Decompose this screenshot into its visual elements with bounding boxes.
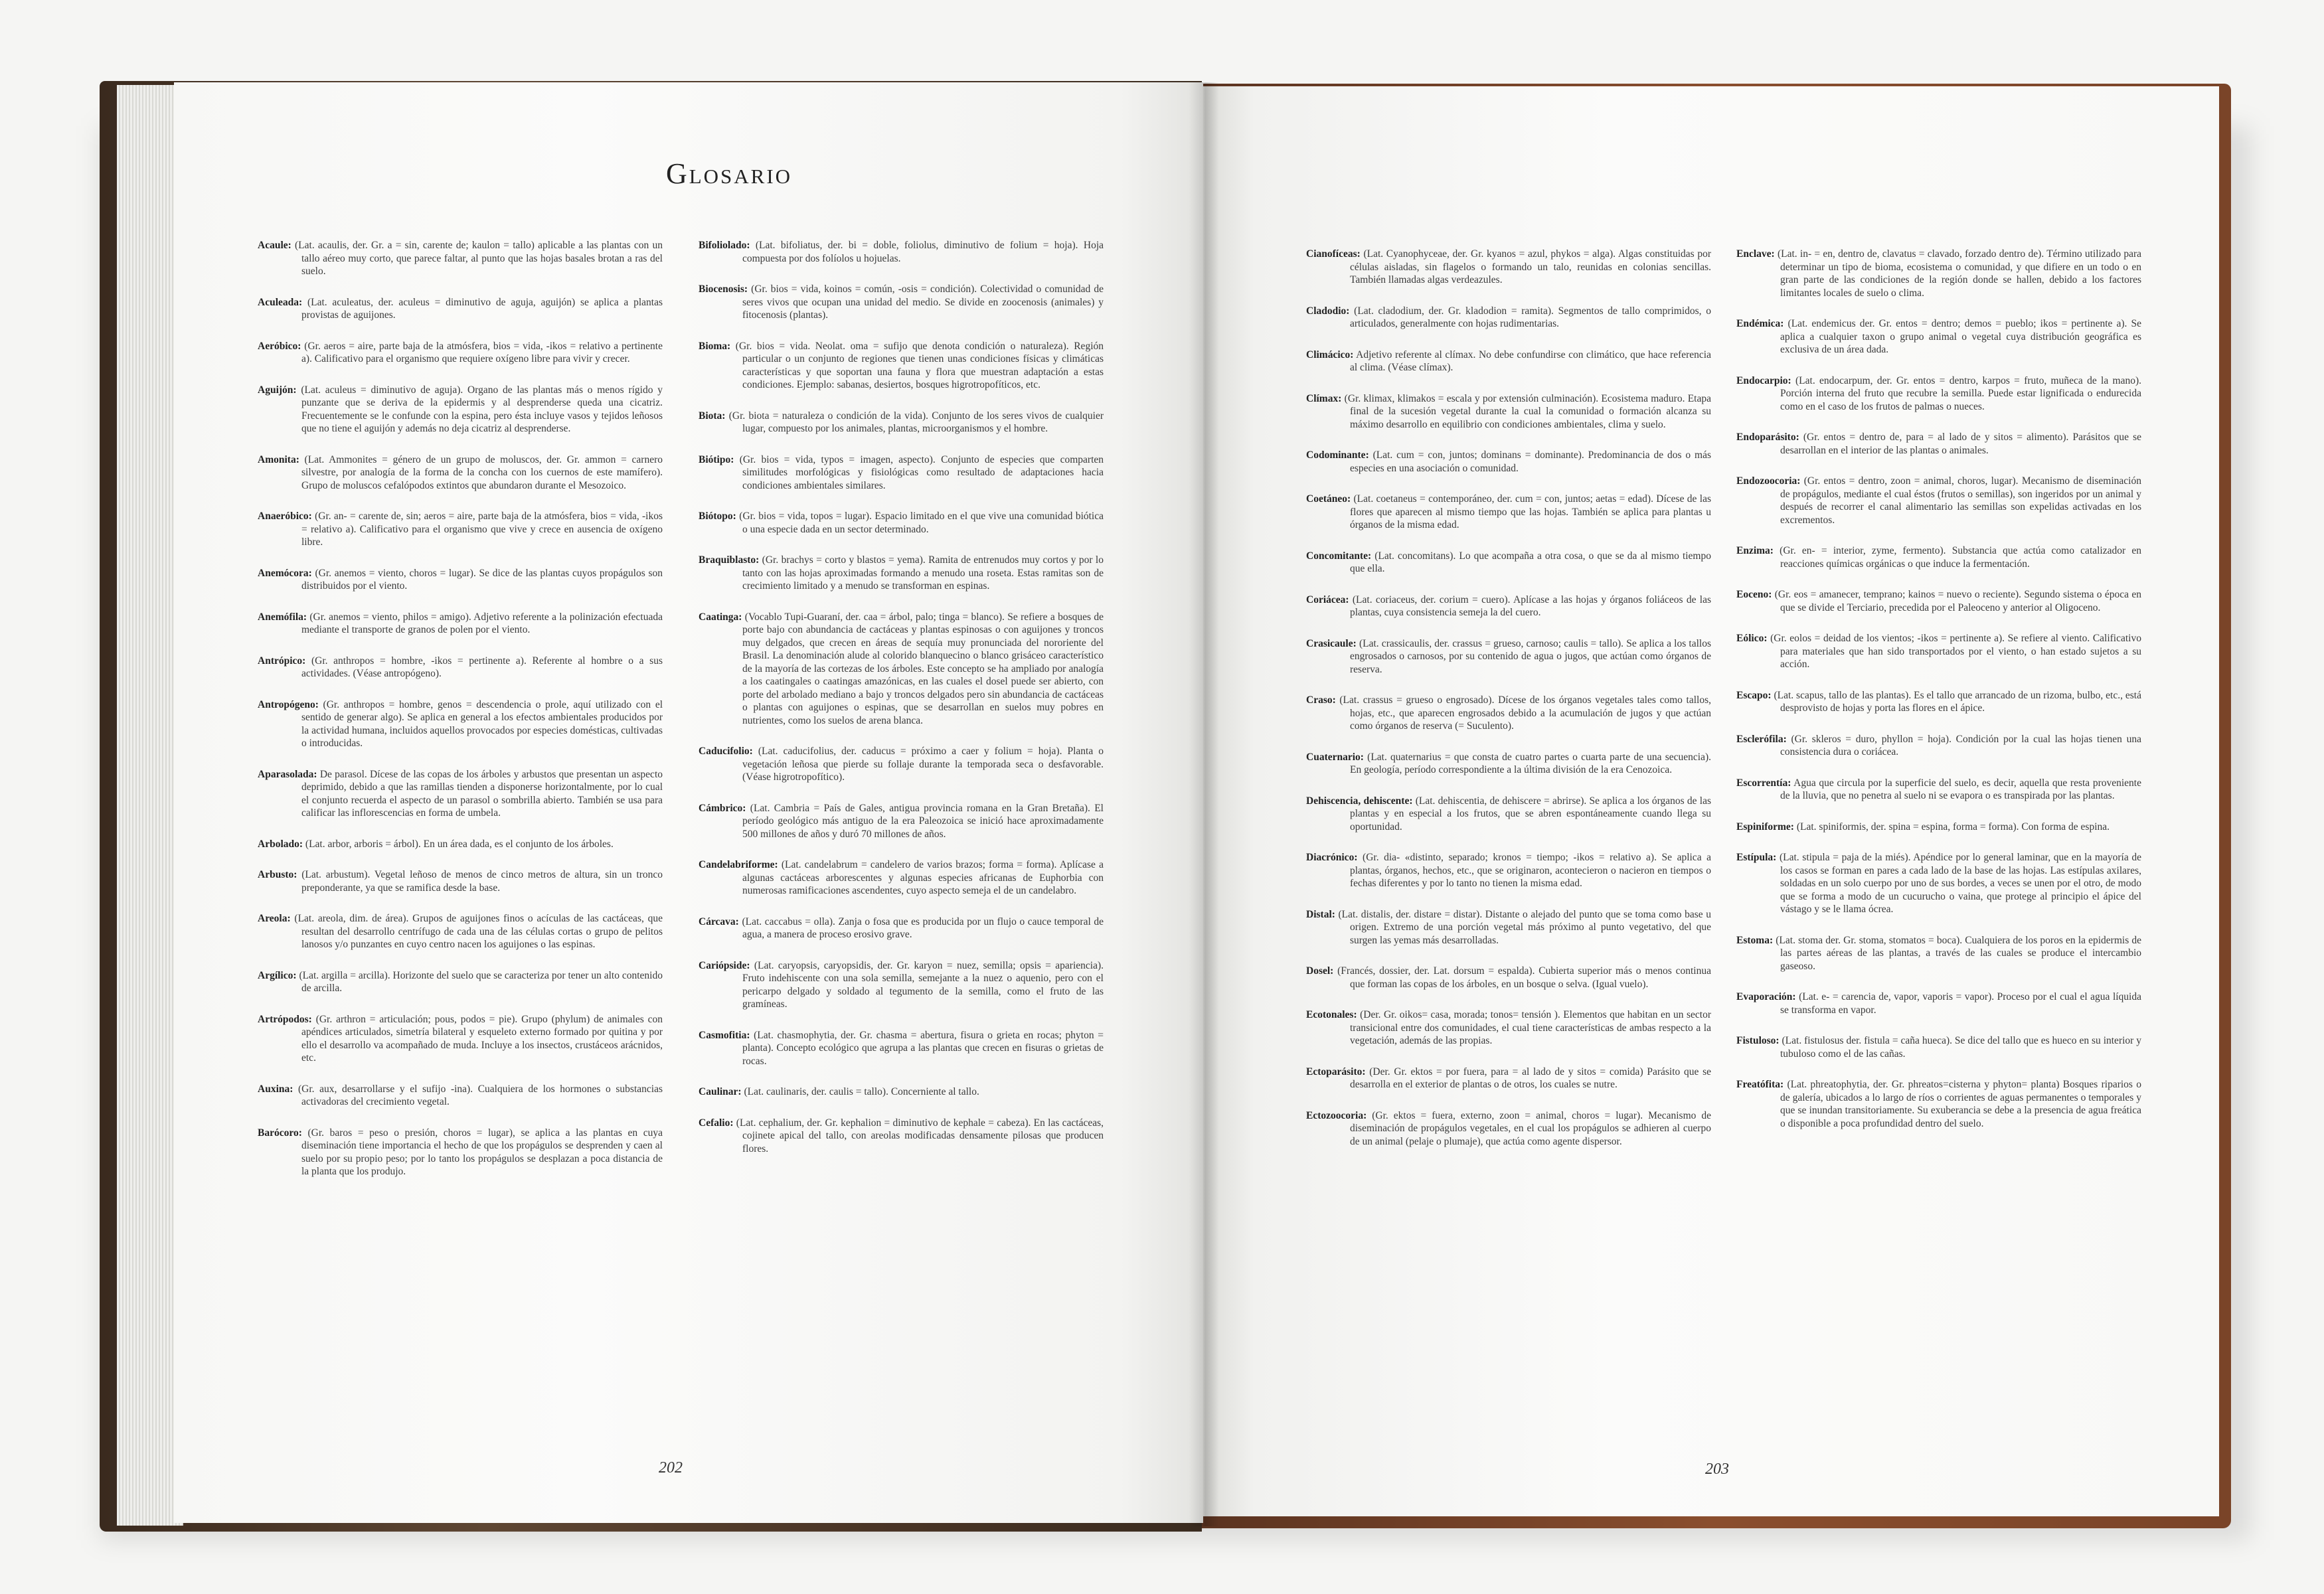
glossary-entry [1306, 550, 1711, 576]
glossary-entry [1306, 751, 1711, 777]
glossary-definition: (Gr. ektos = fuera, externo, zoon = animal, choros = lugar). Mecanismo de diseminación de propágulos vegetales, en el cual los propágulos se adhieren al cuerpo de un animal (pelaje o plumaje), que actúa como agente dispersor. [1350, 1109, 1711, 1147]
page-title: Glosario [665, 157, 793, 190]
glossary-definition: (Gr. eolos = deidad de los vientos; -ikos = pertinente a). Se refiere al viento. Calificativo para materiales que han sido transportados por el viento, o han estado sujetos a su acción. [1767, 633, 2141, 670]
glossary-definition: (Lat. coriaceus, der. corium = cuero). Aplícase a las hojas y órganos foliáceos de las plantas, cuya consistencia semeja la del cuero. [1349, 594, 1711, 618]
glossary-definition: (Lat. spiniformis, der. spina = espina, forma = forma). Con forma de espina. [1793, 821, 2110, 833]
glossary-definition: (Vocablo Tupi-Guaraní, der. caa = árbol, palo; tinga = blanco). Se refiere a bosques de porte bajo con abundancia de cactáceas y plantas espinosas o con aguijones y troncos muy delgados, que crecen en áreas de sequía muy pronunciada del nororiente del Brasil. La denominación alude al colorido blanquecino o blanco grisáceo característico de la mayoría de las cortezas de los árboles. Este concepto se ha ampliado por analogía a los caatingales o caatingas amazónicas, en las cuales el dosel puede ser abierto, con porte del arbolado mediano a bajo y troncos delgados pero sin abundancia de cactáceas o plantas con aguijones o espinas, que se desarrollan en suelos muy pobres en nutrientes, como los suelos de arena blanca. [742, 611, 1104, 726]
glossary-definition: (Lat. caryopsis, caryopsidis, der. Gr. karyon = nuez, semilla; opsis = apariencia). Fruto indehiscente con una sola semilla, semejante a la nuez o aquenio, pero con el pericarpo delgado y soldado al tegumento de la semilla, como el fruto de las gramíneas. [742, 959, 1104, 1010]
glossary-definition: (Lat. arbustum). Vegetal leñoso de menos de cinco metros de altura, sin un tronco preponderante, ya que se ramifica desde la base. [297, 869, 663, 894]
glossary-entry [258, 912, 663, 951]
glossary-term: Esclerófila: [1736, 733, 1787, 745]
glossary-term: Endozoocoria: [1736, 475, 1801, 487]
glossary-term: Evaporación: [1736, 991, 1796, 1002]
glossary-entry [1736, 821, 2141, 834]
glossary-entry [258, 453, 663, 493]
glossary-term: Dehiscencia, dehiscente: [1306, 795, 1413, 807]
glossary-entry [1306, 305, 1711, 331]
glossary-definition: De parasol. Dícese de las copas de los árboles y arbustos que presentan un aspecto deprimido, debido a que las ramillas tienden a disponerse horizontalmente, por lo cual el conjunto recuerda el aspecto de un parasol o sombrilla abierto. También se usa para calificar las inflorescencias en forma de umbela. [301, 768, 663, 819]
glossary-definition: Agua que circula por la superficie del suelo, es decir, aquella que resta proveniente de la lluvia, que no penetra al suelo ni se evapora o es transpirada por las plantas. [1780, 777, 2141, 801]
glossary-term: Ecotonales: [1306, 1009, 1357, 1020]
glossary-definition: (Lat. crassicaulis, der. crassus = grueso, carnoso; caulis = tallo). Se aplica a los tallos engrosados o carnosos, por su contenido de agua o jugos, que actúan como órganos de reserva. [1350, 637, 1711, 675]
glossary-entry [258, 510, 663, 549]
glossary-entry [1306, 1066, 1711, 1091]
glossary-definition: (Gr. an- = carente de, sin; aeros = aire, parte baja de la atmósfera, bios = vida, -ikos = relativo a). Calificativo para el organismo que vive y crece en ausencia de oxígeno libre. [301, 511, 663, 548]
glossary-term: Endoparásito: [1736, 432, 1799, 443]
glossary-definition: (Francés, dossier, der. Lat. dorsum = espalda). Cubierta superior más o menos continua que forman las copas de los árboles, en un bosque o selva. (Igual vuelo). [1333, 965, 1711, 990]
glossary-definition: (Lat. arbor, arboris = árbol). En un área dada, es el conjunto de los árboles. [303, 838, 614, 850]
glossary-definition: (Gr. entos = dentro, zoon = animal, choros, lugar). Mecanismo de diseminación de propágulos, mediante el cual éstos (frutos o semillas), son ingeridos por un animal y después de recorrer el canal alimentario las semillas son expelidas activadas en los excrementos. [1780, 475, 2141, 526]
glossary-term: Escapo: [1736, 689, 1772, 701]
glossary-term: Ectozoocoria: [1306, 1109, 1367, 1121]
glossary-entry [699, 959, 1104, 1011]
glossary-entry [1736, 689, 2141, 715]
glossary-definition: (Lat. stoma der. Gr. stoma, stomatos = boca). Cualquiera de los poros en la epidermis de las partes aéreas de las plantas, a través de las cuales se produce el intercambio gaseoso. [1773, 934, 2141, 972]
glossary-entry [1736, 374, 2141, 414]
glossary-entry [1306, 449, 1711, 475]
glossary-definition: (Lat. phreatophytia, der. Gr. phreatos=cisterna y phyton= planta) Bosques riparios o de galería, ubicados a lo largo de ríos o corrientes de aguas permanentes o temporales y que se inundan transitoriamente. Su exuberancia se debe a la presencia de agua freática o disponible a poca profundidad dentro del suelo. [1780, 1079, 2141, 1129]
glossary-definition: (Lat. chasmophytia, der. Gr. chasma = abertura, fisura o grieta en rocas; phyton = planta). Concepto ecológico que agrupa a las plantas que crecen en fisuras o grietas de rocas. [742, 1029, 1104, 1067]
book-gutter [1189, 82, 1219, 1526]
glossary-entry [1306, 248, 1711, 287]
glossary-term: Coetáneo: [1306, 493, 1351, 505]
glossary-definition: (Lat. argilla = arcilla). Horizonte del suelo que se caracteriza por tener un alto contenido de arcilla. [296, 969, 663, 994]
glossary-term: Barócoro: [258, 1127, 302, 1139]
glossary-term: Coriácea: [1306, 594, 1349, 605]
glossary-definition: (Lat. cephalium, der. Gr. kephalion = diminutivo de kephale = cabeza). En las cactáceas, cojinete apical del tallo, con areolas modificadas densamente pilosas que producen flores. [733, 1117, 1104, 1155]
glossary-term: Eólico: [1736, 633, 1768, 644]
glossary-term: Distal: [1306, 908, 1335, 920]
glossary-term: Craso: [1306, 694, 1336, 706]
glossary-definition: (Lat. e- = carencia de, vapor, vaporis = vapor). Proceso por el cual el agua líquida se transforma en vapor. [1780, 991, 2141, 1016]
glossary-term: Freatófita: [1736, 1079, 1784, 1090]
glossary-term: Caulinar: [699, 1086, 742, 1097]
glossary-entry [258, 1127, 663, 1178]
glossary-term: Anemócora: [258, 567, 312, 579]
glossary-term: Cefalio: [699, 1117, 734, 1129]
glossary-term: Aeróbico: [258, 340, 301, 352]
glossary-term: Aparasolada: [258, 768, 317, 780]
glossary-term: Braquiblasto: [699, 554, 760, 566]
glossary-term: Cariópside: [699, 959, 750, 971]
glossary-term: Bifoliolado: [699, 240, 750, 251]
glossary-definition: (Lat. Cyanophyceae, der. Gr. kyanos = azul, phykos = alga). Algas constituidas por células aisladas, sin flagelos o formando un talo, reunidas en colonias sencillas. También llamadas algas verdeazules. [1350, 248, 1711, 285]
glossary-entry [699, 1117, 1104, 1156]
glossary-term: Biocenosis: [699, 283, 748, 295]
glossary-term: Eoceno: [1736, 589, 1772, 600]
glossary-term: Diacrónico: [1306, 852, 1358, 863]
glossary-term: Arbusto: [258, 869, 297, 880]
glossary-entry [699, 283, 1104, 322]
glossary-entry [1736, 1078, 2141, 1130]
glossary-entry [1736, 991, 2141, 1016]
glossary-definition: (Gr. bios = vida, typos = imagen, aspecto). Conjunto de especies que comparten similitudes morfológicas y fisiológicas como resultado de adaptaciones hacia condiciones ambientales similares. [734, 453, 1104, 491]
glossary-entry [1306, 1109, 1711, 1149]
glossary-definition: (Gr. bios = vida, koinos = común, -osis = condición). Colectividad o comunidad de seres vivos que ocupan una unidad del medio. Se divide en zoocenosis (animales) y fitocenosis (plantas). [742, 283, 1104, 321]
glossary-term: Estoma: [1736, 934, 1774, 946]
glossary-entry [258, 384, 663, 436]
glossary-definition: (Lat. endemicus der. Gr. entos = dentro; demos = pueblo; ikos = pertinente a). Se aplica a cualquier taxon o grupo animal o vegetal cuya distribución geográfica es exclusiva de un área dada. [1780, 318, 2141, 355]
glossary-term: Cuaternario: [1306, 751, 1364, 763]
glossary-entry [258, 698, 663, 750]
glossary-entry [258, 1013, 663, 1065]
glossary-term: Espiniforme: [1736, 821, 1794, 833]
glossary-term: Caducifolio: [699, 746, 753, 757]
glossary-definition: (Gr. entos = dentro de, para = al lado de y sitos = alimento). Parásitos que se desarrollan en el interior de las plantas o animales. [1780, 432, 2141, 456]
glossary-definition: (Der. Gr. oikos= casa, morada; tonos= tensión ). Elementos que habitan en un sector transicional entre dos comunidades, el cual tiene características de ambas respecto a la vegetación, además de las propias. [1350, 1009, 1711, 1046]
glossary-entry [699, 510, 1104, 536]
glossary-term: Cámbrico: [699, 802, 746, 814]
glossary-entry [258, 611, 663, 637]
glossary-definition: (Der. Gr. ektos = por fuera, para = al lado de y sitos = comida) Parásito que se desarrolla en el exterior de plantas o de otros, los cuales se nutre. [1350, 1066, 1711, 1090]
glossary-entry [1736, 777, 2141, 803]
glossary-entry [699, 611, 1104, 728]
glossary-term: Fistuloso: [1736, 1035, 1780, 1046]
glossary-term: Endémica: [1736, 318, 1784, 329]
glossary-entry [699, 802, 1104, 841]
glossary-definition: (Gr. biota = naturaleza o condición de la vida). Conjunto de los seres vivos de cualquier lugar, compuesto por los animales, plantas, microorganismos y el hombre. [725, 410, 1104, 434]
glossary-term: Cianofíceas: [1306, 248, 1361, 260]
glossary-definition: (Gr. aux, desarrollarse y el sufijo -ina). Cualquiera de los hormones o substancias activadoras del crecimiento vegetal. [293, 1083, 663, 1107]
glossary-term: Candelabriforme: [699, 859, 778, 870]
glossary-entry [1306, 392, 1711, 432]
glossary-definition: (Lat. areola, dim. de área). Grupos de aguijones finos o acículas de las cactáceas, que resultan del desarrollo centrífugo de cada una de las células cortas o grupo de pelitos lanosos y/o punzantes en cuyo centro nacen los aguijones o las espinas. [290, 913, 663, 950]
glossary-definition: (Gr. bios = vida, topos = lugar). Espacio limitado en el que vive una comunidad biótica o una especie dada en un sector determinado. [736, 511, 1104, 535]
glossary-entry [1306, 594, 1711, 619]
glossary-term: Caatinga: [699, 611, 742, 623]
glossary-definition: (Gr. bios = vida. Neolat. oma = sufijo que denota condición o naturaleza). Región particular o un conjunto de regiones que tienen unas condiciones físicas y climáticas características y que soportan una fauna y flora que muestran adaptación a estas condiciones. Ejemplo: sabanas, desiertos, bosques higrotropofíticos, etc. [730, 340, 1104, 390]
glossary-term: Estípula: [1736, 852, 1777, 863]
glossary-definition: (Lat. caccabus = olla). Zanja o fosa que es producida por un flujo o cauce temporal de agua, a manera de proceso erosivo grave. [738, 916, 1104, 940]
glossary-definition: (Lat. aculeatus, der. aculeus = diminutivo de aguja, aguijón) se aplica a plantas provistas de aguijones. [301, 296, 663, 321]
glossary-entry [1306, 851, 1711, 890]
glossary-entry [699, 239, 1104, 265]
glossary-definition: (Lat. in- = en, dentro de, clavatus = clavado, forzado dentro de). Término utilizado para determinar un tipo de bioma, ecosistema o comunidad, y que difiere en un todo o en gran parte de las condiciones de la región donde se hallen, debido a los factores limitantes locales de suelo o clima. [1774, 248, 2141, 299]
glossary-term: Biótipo: [699, 453, 734, 465]
glossary-definition: (Gr. brachys = corto y blastos = yema). Ramita de entrenudos muy cortos y por lo tanto con las hojas aproximadas formando a menudo una roseta. Estas ramitas son de crecimiento limitado y a menudo se transforman en espinas. [742, 554, 1104, 592]
glossary-definition: (Gr. anemos = viento, choros = lugar). Se dice de las plantas cuyos propágulos son distribuidos por el viento. [301, 567, 663, 592]
glossary-definition: (Lat. Ammonites = género de un grupo de moluscos, der. Gr. ammon = carnero silvestre, por analogía de la forma de la concha con los cuernos de este mamífero). Grupo de moluscos cefalópodos extintos que abundaron durante el Mesozoico. [299, 453, 663, 491]
glossary-entry [1736, 588, 2141, 614]
glossary-entry [699, 1085, 1104, 1099]
glossary-entry [1736, 934, 2141, 973]
glossary-entry [1736, 544, 2141, 570]
glossary-term: Bioma: [699, 340, 731, 352]
glossary-term: Enclave: [1736, 248, 1775, 260]
glossary-entry [258, 768, 663, 820]
glossary-entry [1736, 475, 2141, 526]
glossary-entry [1306, 908, 1711, 947]
glossary-entry [1736, 431, 2141, 457]
glossary-term: Amonita: [258, 453, 299, 465]
glossary-term: Endocarpio: [1736, 374, 1791, 386]
glossary-entry [258, 567, 663, 593]
page-edges [117, 85, 183, 1526]
glossary-definition: (Lat. scapus, tallo de las plantas). Es el tallo que arrancado de un rizoma, bulbo, etc., está desprovisto de hojas y porta las flores en el ápice. [1771, 689, 2141, 714]
glossary-entry [699, 554, 1104, 593]
page-number-left: 202 [659, 1459, 683, 1476]
glossary-column-3 [1306, 248, 1711, 1166]
glossary-definition: (Gr. arthron = articulación; pous, podos = pie). Grupo (phylum) de animales con apéndices articulados, simetría bilateral y esqueleto externo formado por quitina y por ello el desarrollo va acompañado de muda. Incluye a los insectos, crustáceos arácnidos, etc. [301, 1013, 663, 1064]
glossary-term: Cladodio: [1306, 305, 1350, 317]
glossary-term: Acaule: [258, 240, 291, 251]
glossary-term: Areola: [258, 913, 291, 924]
glossary-definition: (Lat. dehiscentia, de dehiscere = abrirse). Se aplica a los órganos de las plantas y en especial a los frutos, que se abren espontáneamente cuando llega su oportunidad. [1350, 795, 1711, 833]
glossary-entry [699, 916, 1104, 941]
glossary-definition: (Lat. acaulis, der. Gr. a = sin, carente de; kaulon = tallo) aplicable a las plantas con un tallo aéreo muy corto, que parece faltar, al punto que las hojas basales brotan a ras del suelo. [291, 240, 663, 277]
glossary-term: Climácico: [1306, 349, 1354, 360]
glossary-term: Argílico: [258, 969, 297, 981]
glossary-term: Casmofitia: [699, 1029, 750, 1041]
glossary-entry [258, 296, 663, 322]
glossary-term: Crasicaule: [1306, 637, 1357, 649]
glossary-term: Arbolado: [258, 838, 303, 850]
page-number-right: 203 [1705, 1461, 1729, 1478]
glossary-definition: (Lat. caducifolius, der. caducus = próximo a caer y folium = hoja). Planta o vegetación leñosa que pierde su follaje durante la temporada seca o desfavorable. (Véase higrotropofítico). [742, 746, 1104, 783]
glossary-term: Concomitante: [1306, 550, 1372, 562]
glossary-definition: (Lat. cladodium, der. Gr. kladodion = ramita). Segmentos de tallo comprimidos, o articulados, generalmente con hojas rudimentarias. [1349, 305, 1711, 329]
glossary-definition: (Lat. distalis, der. distare = distar). Distante o alejado del punto que se toma como base u origen. Extremo de una porción vegetal más próximo al punto vegetativo, del que surgen las yemas más desarrolladas. [1335, 908, 1711, 946]
glossary-definition: (Gr. klimax, klimakos = escala y por extensión culminación). Ecosistema maduro. Etapa final de la sucesión vegetal durante la cual la comunidad o formación alcanza su máximo desarrollo en equilibrio con condiciones ambientales, clima y suelo. [1341, 392, 1711, 430]
glossary-entry [1306, 965, 1711, 991]
glossary-term: Antrópico: [258, 655, 306, 667]
glossary-term: Anaeróbico: [258, 511, 312, 522]
glossary-term: Clímax: [1306, 392, 1342, 404]
glossary-term: Escorrentía: [1736, 777, 1791, 789]
glossary-entry [699, 410, 1104, 436]
glossary-entry [1306, 493, 1711, 532]
glossary-definition: Adjetivo referente al clímax. No debe confundirse con climático, que hace referencia al clima. (Véase clímax). [1350, 349, 1711, 373]
glossary-term: Artrópodos: [258, 1013, 312, 1025]
glossary-entry [258, 1083, 663, 1109]
glossary-term: Auxina: [258, 1083, 293, 1095]
glossary-entry [699, 453, 1104, 493]
glossary-entry [1736, 317, 2141, 357]
glossary-definition: (Gr. baros = peso o presión, choros = lugar), se aplica a las plantas en cuya diseminación tiene importancia el hecho de que los propágulos se desprenden y caen al suelo por su propio peso; por lo tanto los propágulos se desplazan a poca distancia de la planta que los produjo. [301, 1127, 663, 1177]
glossary-definition: (Lat. quaternarius = que consta de cuatro partes o cuarta parte de una secuencia). En geología, período correspondiente a la última división de la era Cenozoica. [1350, 751, 1711, 775]
glossary-definition: (Lat. bifoliatus, der. bi = doble, foliolus, diminutivo de folium = hoja). Hoja compuesta por dos folíolos u hojuelas. [742, 240, 1104, 264]
glossary-entry [1736, 248, 2141, 299]
glossary-definition: (Lat. candelabrum = candelero de varios brazos; forma = forma). Aplícase a algunas cactáceas arborescentes y algunas especies africanas de Euphorbia con numerosas ramificaciones ascendentes, cuyo aspecto semeja el de un candelabro. [742, 859, 1104, 896]
glossary-definition: (Lat. endocarpum, der. Gr. entos = dentro, karpos = fruto, muñeca de la mano). Porción interna del fruto que recubre la semilla. Puede estar lignificada o endurecida como en el caso de los frutos de palmas o nueces. [1780, 374, 2141, 412]
glossary-term: Antropógeno: [258, 698, 319, 710]
glossary-definition: (Lat. fistulosus der. fistula = caña hueca). Se dice del tallo que es hueco en su interior y tubuloso como el de las cañas. [1779, 1035, 2141, 1060]
glossary-column-2 [699, 239, 1104, 1173]
glossary-term: Cárcava: [699, 916, 739, 927]
glossary-entry [258, 655, 663, 680]
glossary-entry [699, 1029, 1104, 1068]
glossary-definition: (Gr. skleros = duro, phyllon = hoja). Condición por la cual las hojas tienen una consistencia dura o coriácea. [1780, 733, 2141, 757]
glossary-term: Biótopo: [699, 511, 736, 522]
glossary-definition: (Lat. cum = con, juntos; dominans = dominante). Predominancia de dos o más especies en una asociación o comunidad. [1350, 449, 1711, 474]
glossary-entry [699, 745, 1104, 784]
glossary-definition: (Gr. dia- «distinto, separado; kronos = tiempo; -ikos = relativo a). Se aplica a plantas, órganos, hechos, etc., que se originaron, acontecieron o nacieron en tiempos o fechas diferentes y por lo tanto no tienen la misma edad. [1350, 852, 1711, 889]
glossary-term: Enzima: [1736, 545, 1774, 556]
glossary-term: Aculeada: [258, 296, 303, 308]
glossary-definition: (Lat. stipula = paja de la miés). Apéndice por lo general laminar, que en la mayoría de los casos se forman en pares a cada lado de la base de las hojas. Las estípulas axilares, soldadas en un solo cuerpo por uno de sus bordes, a veces se unen por el otro, de modo que se forma a modo de un cucurucho o vaina, que protege al principio el ápice del vástago y se le llama ócrea. [1776, 852, 2141, 915]
glossary-definition: (Lat. aculeus = diminutivo de aguja). Organo de las plantas más o menos rígido y punzante que se deriva de la epidermis y al desprenderse queda una cicatriz. Frecuentemente se le confunde con la espina, pero ésta incluye vasos y tejidos leñosos que no tiene el aguijón y además no deja cicatriz al desprenderse. [296, 384, 663, 434]
glossary-entry [258, 969, 663, 995]
glossary-column-4 [1736, 248, 2141, 1148]
glossary-definition: (Gr. eos = amanecer, temprano; kainos = nuevo o reciente). Segundo sistema o época en que se divide el Terciario, precedida por el Paleoceno y anterior al Oligoceno. [1772, 589, 2141, 613]
glossary-entry [1306, 1008, 1711, 1048]
glossary-column-1 [258, 239, 663, 1196]
glossary-entry [258, 868, 663, 894]
glossary-entry [258, 838, 663, 851]
glossary-entry [1306, 637, 1711, 677]
glossary-definition: (Gr. anemos = viento, philos = amigo). Adjetivo referente a la polinización efectuada mediante el transporte de granos de polen por el viento. [301, 611, 663, 635]
glossary-entry [258, 340, 663, 366]
glossary-definition: (Lat. coetaneus = contemporáneo, der. cum = con, juntos; aetas = edad). Dícese de las flores que aparecen al mismo tiempo que las hojas. También se aplica para plantas u órganos de la misma edad. [1350, 493, 1711, 530]
glossary-term: Codominante: [1306, 449, 1369, 461]
glossary-entry [1736, 632, 2141, 671]
glossary-term: Biota: [699, 410, 726, 422]
glossary-entry [699, 340, 1104, 392]
glossary-definition: (Lat. caulinaris, der. caulis = tallo). Concerniente al tallo. [741, 1086, 979, 1097]
glossary-entry [1306, 795, 1711, 834]
glossary-entry [258, 239, 663, 278]
glossary-definition: (Lat. crassus = grueso o engrosado). Dícese de los órganos vegetales tales como tallos, hojas, etc., que aparecen engrosados debido a la acumulación de jugos y que actúan como órganos de reserva (= Suculento). [1335, 694, 1711, 732]
glossary-definition: (Gr. anthropos = hombre, genos = descendencia o prole, aquí utilizado con el sentido de generar algo). Se aplica en general a los efectos ambientales producidos por la actividad humana, incluidos aquellos provocados por especies domésticas, cultivadas o introducidas. [301, 698, 663, 749]
glossary-definition: (Lat. Cambria = País de Gales, antigua provincia romana en la Gran Bretaña). El período geológico más antiguo de la era Paleozoica se inició hace aproximadamente 500 millones de años y duró 70 millones de años. [742, 802, 1104, 840]
glossary-entry [699, 858, 1104, 898]
glossary-entry [1736, 1034, 2141, 1060]
glossary-term: Anemófila: [258, 611, 307, 623]
glossary-definition: (Gr. aeros = aire, parte baja de la atmósfera, bios = vida, -ikos = relativo a pertinente a). Calificativo para el organismo que requiere oxígeno libre para vivir y crecer. [301, 340, 663, 364]
glossary-term: Dosel: [1306, 965, 1334, 977]
glossary-definition: (Lat. concomitans). Lo que acompaña a otra cosa, o que se da al mismo tiempo que ella. [1350, 550, 1711, 574]
glossary-entry [1306, 349, 1711, 374]
glossary-definition: (Gr. en- = interior, zyme, fermento). Substancia que actúa como catalizador en reacciones químicas orgánicas o que induce la fermentación. [1773, 545, 2141, 570]
glossary-entry [1736, 851, 2141, 916]
glossary-term: Aguijón: [258, 384, 297, 396]
glossary-definition: (Gr. anthropos = hombre, -ikos = pertinente a). Referente al hombre o a sus actividades. (Véase antropógeno). [301, 655, 663, 679]
glossary-term: Ectoparásito: [1306, 1066, 1366, 1077]
glossary-entry [1306, 694, 1711, 733]
glossary-entry [1736, 733, 2141, 759]
